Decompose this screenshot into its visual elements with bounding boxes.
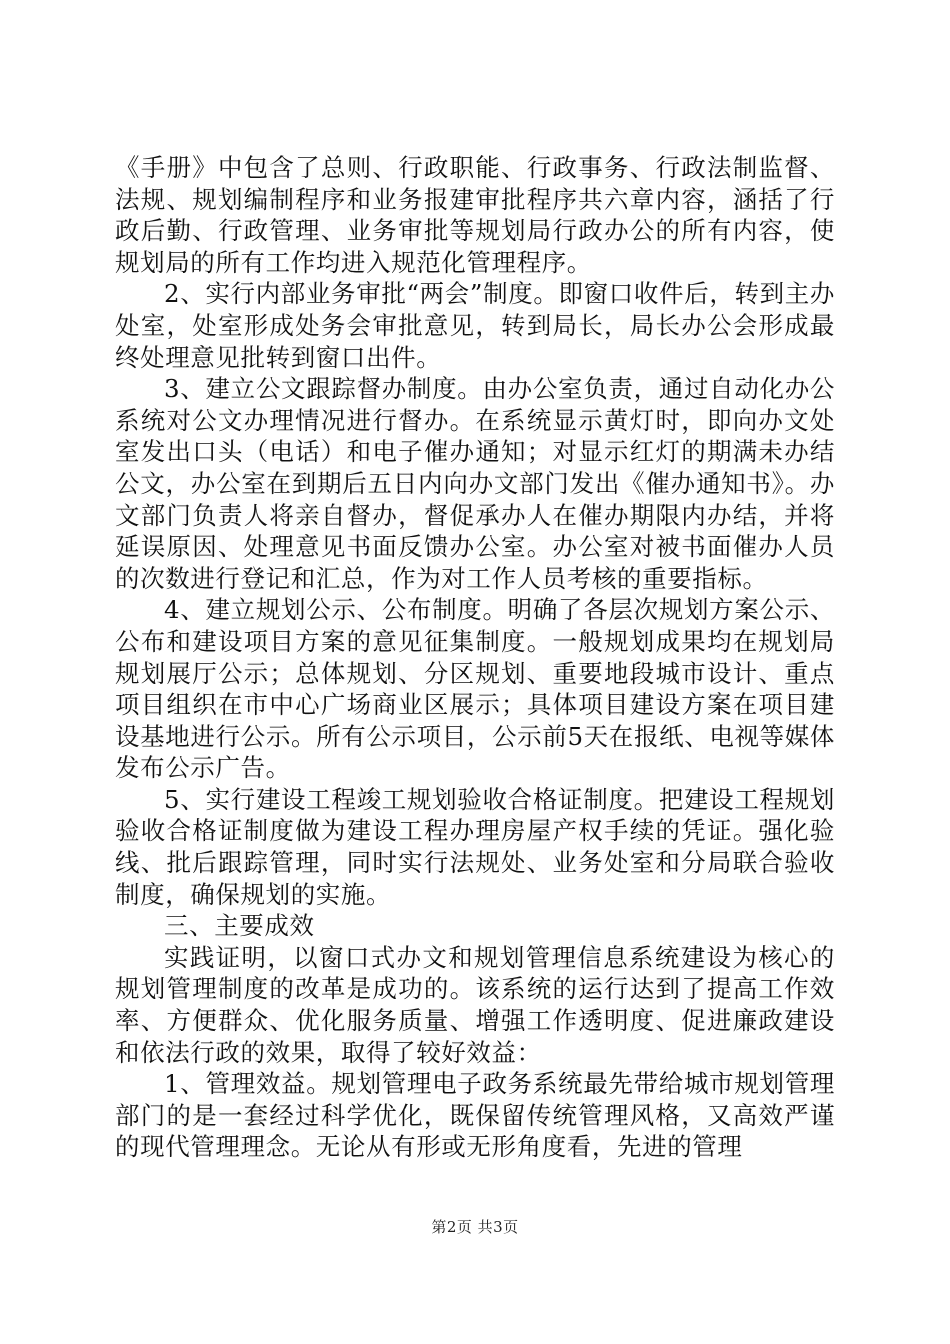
paragraph-item-2: 2、实行内部业务审批“两会”制度。即窗口收件后，转到主办处室，处室形成处务会审批意见，转到局长，局长办公会形成最终处理意见批转到窗口出件。 (115, 279, 835, 372)
paragraph-item-3: 3、建立公文跟踪督办制度。由办公室负责，通过自动化办公系统对公文办理情况进行督办。在系统显示黄灯时，即向办文处室发出口头（电话）和电子催办通知；对显示红灯的期满未办结公文，办公室在到期后五日内向办文部门发出《催办通知书》。办文部门负责人将亲自督办，督促承办人在催办期限内办结，并将延误原因、处理意见书面反馈办公室。办公室对被书面催办人员的次数进行登记和汇总，作为对工作人员考核的重要指标。 (115, 374, 835, 593)
paragraph-manual-contents: 《手册》中包含了总则、行政职能、行政事务、行政法制监督、法规、规划编制程序和业务报建审批程序共六章内容，涵括了行政后勤、行政管理、业务审批等规划局行政办公的所有内容，使规划局的所有工作均进入规范化管理程序。 (115, 153, 835, 277)
document-body (115, 152, 835, 1163)
paragraph-results-intro: 实践证明，以窗口式办文和规划管理信息系统建设为核心的规划管理制度的改革是成功的。该系统的运行达到了提高工作效率、方便群众、优化服务质量、增强工作透明度、促进廉政建设和依法行政的效果，取得了较好效益： (115, 942, 835, 1067)
section-heading-results: 三、主要成效 (164, 911, 315, 941)
page-footer: 第2页 共3页 (431, 1218, 519, 1236)
paragraph-management-benefit: 1、管理效益。规划管理电子政务系统最先带给城市规划管理部门的是一套经过科学优化，既保留传统管理风格，又高效严谨的现代管理理念。无论从有形或无形角度看，先进的管理 (115, 1069, 835, 1162)
paragraph-item-5: 5、实行建设工程竣工规划验收合格证制度。把建设工程规划验收合格证制度做为建设工程办理房屋产权手续的凭证。强化验线、批后跟踪管理，同时实行法规处、业务处室和分局联合验收制度，确保规划的实施。 (115, 784, 835, 909)
paragraph-item-4: 4、建立规划公示、公布制度。明确了各层次规划方案公示、公布和建设项目方案的意见征集制度。一般规划成果均在规划局规划展厅公示；总体规划、分区规划、重要地段城市设计、重点项目组织在市中心广场商业区展示；具体项目建设方案在项目建设基地进行公示。所有公示项目，公示前5天在报纸、电视等媒体发布公示广告。 (115, 595, 835, 783)
